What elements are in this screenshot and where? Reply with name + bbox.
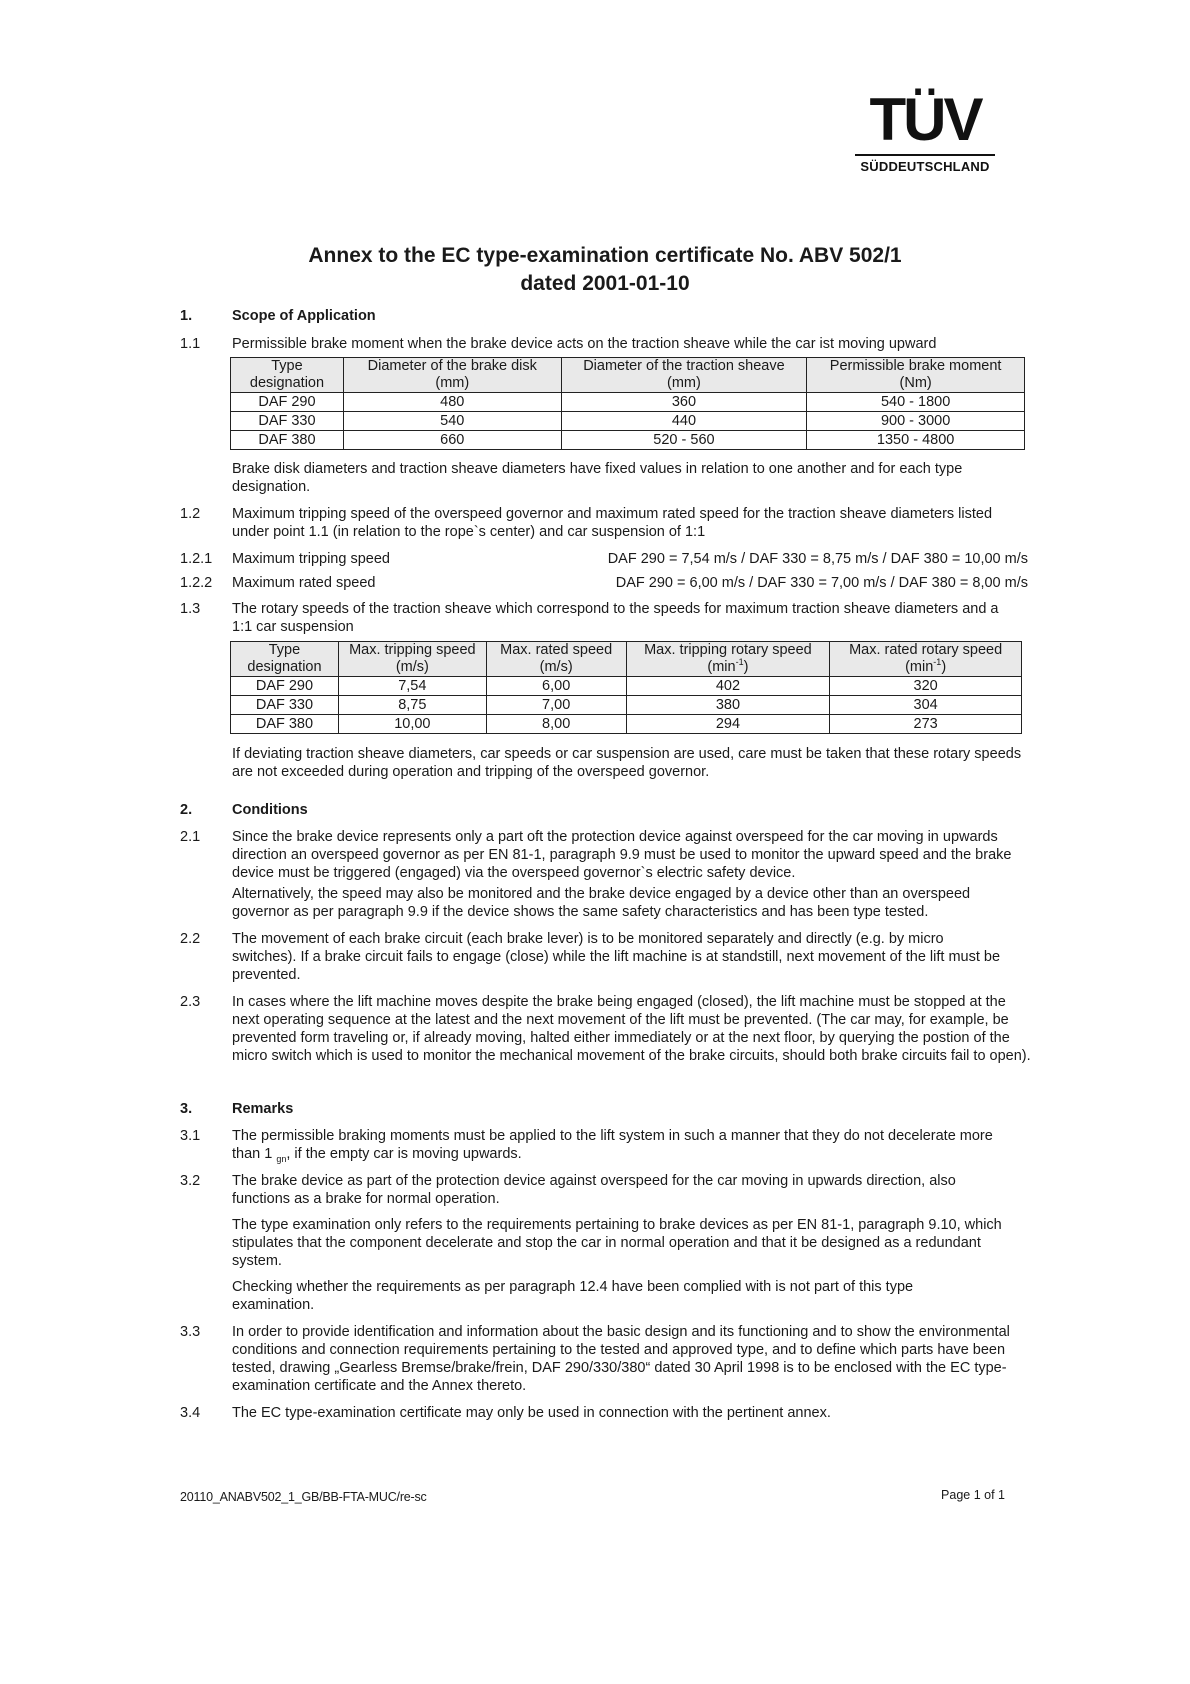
table-cell: 320 (830, 677, 1022, 696)
page-number: Page 1 of 1 (941, 1488, 1005, 1502)
table-header-row (231, 642, 1022, 677)
col-header-brake-disk: Diameter of the brake disk (mm) (343, 358, 561, 393)
logo-subtitle: SÜDDEUTSCHLAND (860, 159, 990, 174)
section-title: Remarks (232, 1101, 294, 1117)
table-cell: 294 (626, 715, 830, 734)
clause-text: In order to provide identification and information about the basic design and its functioning and to show the environmental conditions and connection requirements pertaining to the tested and approved type, and to define which parts have been tested, drawing „Gearless Bremse/brake/frein, DAF 290/330/380“ dated 30 April 1998 is to be enclosed with the EC type-examination certificate and the Annex thereto. (232, 1324, 1010, 1394)
table-cell: 380 (626, 696, 830, 715)
clause-text: The rotary speeds of the traction sheave which correspond to the speeds for maximum traction sheave diameters and a 1:1 car suspension (232, 601, 999, 635)
section-number: 1. (180, 308, 193, 324)
clause-number: 2.2 (180, 931, 201, 947)
clause-number: 1.2.1 (180, 551, 213, 567)
col-header-max-rated-speed: Max. rated speed (m/s) (486, 642, 626, 677)
table-cell: 900 - 3000 (807, 412, 1025, 431)
table-cell: DAF 380 (231, 431, 344, 450)
brake-moment-table (230, 357, 1025, 450)
table-cell: 10,00 (338, 715, 486, 734)
clause-number: 3.4 (180, 1405, 201, 1421)
col-header-type: Type designation (231, 642, 339, 677)
table-cell: DAF 290 (231, 393, 344, 412)
table-cell: 360 (561, 393, 807, 412)
col-header-max-rated-rotary-speed: Max. rated rotary speed $(\min^{-1})$ (830, 642, 1022, 677)
table-header-row (231, 358, 1025, 393)
title-line-1: Annex to the EC type-examination certificate No. ABV 502/1 (308, 244, 902, 267)
table-cell: 7,54 (338, 677, 486, 696)
clause-number: 2.1 (180, 829, 201, 845)
table-row (231, 393, 1025, 412)
clause-label: Maximum tripping speed (232, 551, 390, 567)
table-row (231, 715, 1022, 734)
document-title (220, 242, 990, 298)
table-row (231, 696, 1022, 715)
tuv-logo (855, 88, 995, 174)
col-header-type: Type designation (231, 358, 344, 393)
section-number: 2. (180, 802, 193, 818)
table-cell: DAF 380 (231, 715, 339, 734)
clause-text: In cases where the lift machine moves despite the brake being engaged (closed), the lift machine must be stopped at the next operating sequence at the latest and the next movement of the lift must be prevented. (The car may, for example, be prevented form traveling or, if already moving, halted either immediately or at the next floor, by querying the postion of the micro switch which is used to monitor the mechanical movement of the brake circuits, should both brake circuits fail to open). (232, 994, 1031, 1064)
clause-text: The brake device as part of the protection device against overspeed for the car moving in upwards direction, also functions as a brake for normal operation. (232, 1173, 956, 1207)
table-cell: 440 (561, 412, 807, 431)
col-header-traction-sheave: Diameter of the traction sheave (mm) (561, 358, 807, 393)
table-cell: 540 - 1800 (807, 393, 1025, 412)
rated-speed-values: DAF 290 = 6,00 m/s / DAF 330 = 7,00 m/s / DAF 380 = 8,00 m/s (615, 575, 1028, 591)
note-text: Brake disk diameters and traction sheave diameters have fixed values in relation to one another and for each type designation. (232, 461, 963, 495)
col-header-max-tripping-speed: Max. tripping speed (m/s) (338, 642, 486, 677)
clause-number: 1.2.2 (180, 575, 213, 591)
section-number: 3. (180, 1101, 193, 1117)
table-cell: 540 (343, 412, 561, 431)
table-cell: 304 (830, 696, 1022, 715)
table-cell: 7,00 (486, 696, 626, 715)
table-cell: 402 (626, 677, 830, 696)
section-title: Scope of Application (232, 308, 376, 324)
section-title: Conditions (232, 802, 308, 818)
table-cell: 8,00 (486, 715, 626, 734)
table-row (231, 677, 1022, 696)
clause-number: 2.3 (180, 994, 201, 1010)
table-cell: 520 - 560 (561, 431, 807, 450)
col-header-brake-moment: Permissible brake moment (Nm) (807, 358, 1025, 393)
table-cell: 6,00 (486, 677, 626, 696)
clause-number: 1.3 (180, 601, 201, 617)
document-reference: 20110_ANABV502_1_GB/BB-FTA-MUC/re-sc (180, 1490, 427, 1504)
table-cell: 660 (343, 431, 561, 450)
table-row (231, 431, 1025, 450)
logo-divider (855, 154, 995, 156)
table-cell: DAF 330 (231, 412, 344, 431)
clause-text: The EC type-examination certificate may only be used in connection with the pertinent annex. (232, 1405, 831, 1421)
table-row (231, 412, 1025, 431)
title-line-2: dated 2001-01-10 (520, 272, 690, 295)
table-cell: 8,75 (338, 696, 486, 715)
clause-number: 3.3 (180, 1324, 201, 1340)
note-text: If deviating traction sheave diameters, car speeds or car suspension are used, care must be taken that these rotary speeds are not exceeded during operation and tripping of the overspeed governor. (232, 746, 1022, 780)
clause-number: 3.1 (180, 1128, 201, 1144)
logo-word: TÜV (869, 86, 981, 153)
col-header-max-tripping-rotary-speed: Max. tripping rotary speed $(\min^{-1})$ (626, 642, 830, 677)
clause-number: 1.1 (180, 336, 201, 352)
table-cell: 480 (343, 393, 561, 412)
clause-text: Since the brake device represents only a part oft the protection device against overspeed for the car moving in upwards direction an overspeed governor as per EN 81-1, paragraph 9.9 must be used to monitor the upward speed and the brake device must be triggered (engaged) via the overspeed governor`s electric safety device. (232, 829, 1012, 881)
clause-text: The type examination only refers to the requirements pertaining to brake devices as per EN 81-1, paragraph 9.10, which stipulates that the component decelerate and stop the car in normal operation and that it be designed as a redundant system. (232, 1217, 1002, 1269)
table-cell: DAF 290 (231, 677, 339, 696)
clause-text: Permissible brake moment when the brake device acts on the traction sheave while the car ist moving upward (232, 336, 937, 352)
clause-number: 3.2 (180, 1173, 201, 1189)
tripping-speed-values: DAF 290 = 7,54 m/s / DAF 330 = 8,75 m/s / DAF 380 = 10,00 m/s (607, 551, 1028, 567)
table-cell: DAF 330 (231, 696, 339, 715)
clause-text: Maximum tripping speed of the overspeed governor and maximum rated speed for the traction sheave diameters listed under point 1.1 (in relation to the rope`s center) and car suspension of 1:1 (232, 506, 993, 540)
clause-number: 1.2 (180, 506, 201, 522)
rotary-speed-table (230, 641, 1022, 734)
clause-text: The permissible braking moments must be applied to the lift system in such a manner that they do not decelerate more than 1 $_{gn}$, if the empty car is moving upwards. (232, 1128, 993, 1164)
clause-text: The movement of each brake circuit (each brake lever) is to be monitored separately and directly (e.g. by micro switches). If a brake circuit fails to engage (close) while the lift machine is at standstill, next movement of the lift must be prevented. (232, 931, 1001, 983)
table-cell: 1350 - 4800 (807, 431, 1025, 450)
clause-label: Maximum rated speed (232, 575, 376, 591)
clause-text: Alternatively, the speed may also be monitored and the brake device engaged by a device other than an overspeed governor as per paragraph 9.9 if the device shows the same safety characteristics and has been type tested. (232, 886, 971, 920)
clause-text: Checking whether the requirements as per paragraph 12.4 have been complied with is not part of this type examination. (232, 1279, 914, 1313)
table-cell: 273 (830, 715, 1022, 734)
